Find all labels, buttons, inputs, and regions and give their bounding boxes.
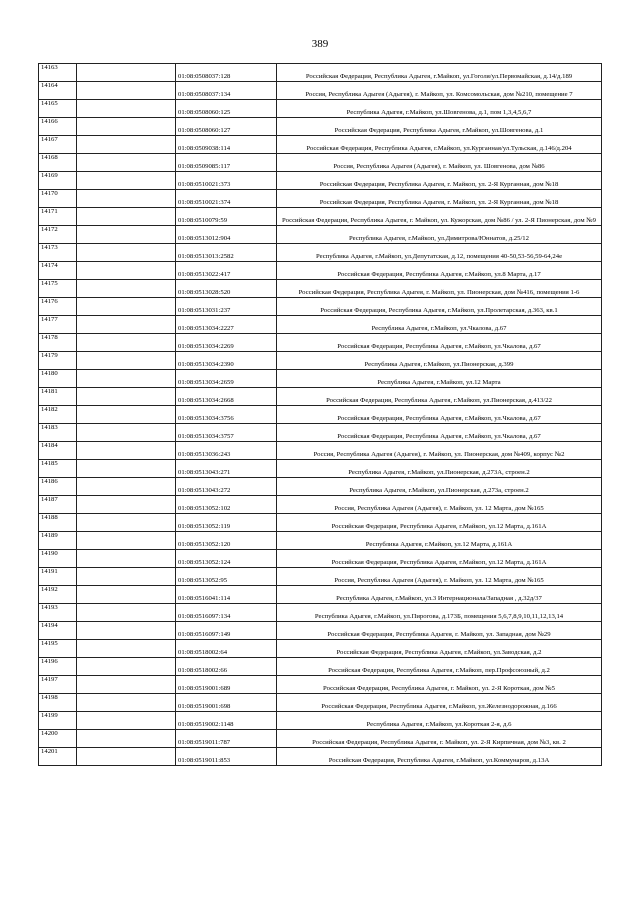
address-cell: Россия, Республика Адыгея (Адыгея), г. Майкоп, ул. Комсомольская, дом №210, помещение 7 [277, 82, 602, 100]
cadastral-number-cell: 01:08:0513043:272 [176, 478, 277, 496]
empty-cell [77, 100, 176, 118]
cadastral-number-cell: 01:08:0513034:2390 [176, 352, 277, 370]
address-cell: Россия, Республика Адыгея (Адыгея), г. Майкоп, ул. Шовгенова, дом №86 [277, 154, 602, 172]
row-number-cell: 14169 [39, 172, 77, 190]
table-row [39, 604, 602, 622]
row-number-cell: 14195 [39, 640, 77, 658]
empty-cell [77, 190, 176, 208]
table-row [39, 226, 602, 244]
row-number-cell: 14192 [39, 586, 77, 604]
cadastral-number-cell: 01:08:0516097:134 [176, 604, 277, 622]
empty-cell [77, 172, 176, 190]
cadastral-number-cell: 01:08:0509085:117 [176, 154, 277, 172]
row-number-cell: 14181 [39, 388, 77, 406]
address-cell: Российская Федерация, Республика Адыгея, г. Майкоп, ул. Кужорская, дом №86 / ул. 2-Я Пионерская, дом №9 [277, 208, 602, 226]
row-number-cell: 14184 [39, 442, 77, 460]
address-cell: Российская Федерация, Республика Адыгея, г. Майкоп, ул. Пионерская, дом №416, помещения 1-6 [277, 280, 602, 298]
empty-cell [77, 406, 176, 424]
address-cell: Российская Федерация, Республика Адыгея, г.Майкоп, пер.Профсоюзный, д.2 [277, 658, 602, 676]
row-number-cell: 14174 [39, 262, 77, 280]
empty-cell [77, 604, 176, 622]
address-cell: Республика Адыгея, г.Майкоп, ул.Димитрова/Юннатов, д.25/12 [277, 226, 602, 244]
row-number-cell: 14199 [39, 712, 77, 730]
table-row [39, 190, 602, 208]
cadastral-number-cell: 01:08:0519011:853 [176, 748, 277, 766]
cadastral-number-cell: 01:08:0510021:374 [176, 190, 277, 208]
table-row [39, 352, 602, 370]
table-row [39, 208, 602, 226]
address-cell: Республика Адыгея, г.Майкоп, ул.Пионерская, д.273А, строен.2 [277, 460, 602, 478]
row-number-cell: 14197 [39, 676, 77, 694]
cadastral-number-cell: 01:08:0513052:102 [176, 496, 277, 514]
table-row [39, 154, 602, 172]
registry-table-body [39, 64, 602, 766]
row-number-cell: 14183 [39, 424, 77, 442]
empty-cell [77, 748, 176, 766]
address-cell: Республика Адыгея, г.Майкоп, ул.3 Интернационала/Западная , д.32д/37 [277, 586, 602, 604]
empty-cell [77, 352, 176, 370]
row-number-cell: 14196 [39, 658, 77, 676]
row-number-cell: 14201 [39, 748, 77, 766]
address-cell: Российская Федерация, Республика Адыгея, г.Майкоп, ул.Железнодорожная, д.166 [277, 694, 602, 712]
empty-cell [77, 514, 176, 532]
row-number-cell: 14167 [39, 136, 77, 154]
table-row [39, 640, 602, 658]
address-cell: Российская Федерация, Республика Адыгея, г.Майкоп, ул.Коммунаров, д.13А [277, 748, 602, 766]
table-row [39, 442, 602, 460]
table-row [39, 478, 602, 496]
table-row [39, 514, 602, 532]
table-row [39, 586, 602, 604]
table-row [39, 298, 602, 316]
address-cell: Российская Федерация, Республика Адыгея, г.Майкоп, ул.Курганная/ул.Тульская, д.146/д.204 [277, 136, 602, 154]
address-cell: Российская Федерация, Республика Адыгея, г.Майкоп, ул.Пролетарская, д.363, кв.1 [277, 298, 602, 316]
cadastral-number-cell: 01:08:0513034:3756 [176, 406, 277, 424]
empty-cell [77, 568, 176, 586]
cadastral-number-cell: 01:08:0513034:2227 [176, 316, 277, 334]
row-number-cell: 14189 [39, 532, 77, 550]
empty-cell [77, 694, 176, 712]
address-cell: Российская Федерация, Республика Адыгея, г. Майкоп, ул. 2-Я Курганная, дом №18 [277, 172, 602, 190]
cadastral-number-cell: 01:08:0513028:520 [176, 280, 277, 298]
table-row [39, 694, 602, 712]
row-number-cell: 14163 [39, 64, 77, 82]
row-number-cell: 14188 [39, 514, 77, 532]
cadastral-number-cell: 01:08:0516041:114 [176, 586, 277, 604]
table-row [39, 82, 602, 100]
row-number-cell: 14168 [39, 154, 77, 172]
table-row [39, 568, 602, 586]
table-row [39, 424, 602, 442]
empty-cell [77, 478, 176, 496]
table-row [39, 550, 602, 568]
address-cell: Россия, Республика Адыгея (Адыгея), г. Майкоп, ул. 12 Марта, дом №165 [277, 496, 602, 514]
row-number-cell: 14171 [39, 208, 77, 226]
row-number-cell: 14187 [39, 496, 77, 514]
cadastral-number-cell: 01:08:0513052:124 [176, 550, 277, 568]
table-row [39, 658, 602, 676]
address-cell: Республика Адыгея, г.Майкоп, ул.Пионерская, д.273а, строен.2 [277, 478, 602, 496]
row-number-cell: 14165 [39, 100, 77, 118]
address-cell: Российская Федерация, Республика Адыгея, г.Майкоп, ул.Пионерская, д.413/22 [277, 388, 602, 406]
address-cell: Российская Федерация, Республика Адыгея, г.Майкоп, ул.Чкалова, д.67 [277, 406, 602, 424]
address-cell: Российская Федерация, Республика Адыгея, г. Майкоп, ул. 2-Я Короткая, дом №5 [277, 676, 602, 694]
table-row [39, 262, 602, 280]
row-number-cell: 14200 [39, 730, 77, 748]
empty-cell [77, 64, 176, 82]
address-cell: Республика Адыгея, г.Майкоп, ул.Депутатская, д.12, помещения 40-50,53-56,59-64,24е [277, 244, 602, 262]
table-row [39, 730, 602, 748]
cadastral-number-cell: 01:08:0516097:149 [176, 622, 277, 640]
cadastral-number-cell: 01:08:0510021:373 [176, 172, 277, 190]
address-cell: Республика Адыгея, г.Майкоп, ул.12 Марта [277, 370, 602, 388]
cadastral-number-cell: 01:08:0513012:904 [176, 226, 277, 244]
row-number-cell: 14193 [39, 604, 77, 622]
address-cell: Российская Федерация, Республика Адыгея, г.Майкоп, ул.Заводская, д.2 [277, 640, 602, 658]
table-row [39, 244, 602, 262]
row-number-cell: 14172 [39, 226, 77, 244]
empty-cell [77, 550, 176, 568]
table-row [39, 460, 602, 478]
row-number-cell: 14190 [39, 550, 77, 568]
cadastral-number-cell: 01:08:0519011:787 [176, 730, 277, 748]
address-cell: Республика Адыгея, г.Майкоп, ул.Пионерская, д.399 [277, 352, 602, 370]
cadastral-number-cell: 01:08:0513052:95 [176, 568, 277, 586]
empty-cell [77, 658, 176, 676]
address-cell: Российская Федерация, Республика Адыгея, г.Майкоп, ул.Шовгенова, д.1 [277, 118, 602, 136]
row-number-cell: 14166 [39, 118, 77, 136]
cadastral-number-cell: 01:08:0509038:114 [176, 136, 277, 154]
cadastral-number-cell: 01:08:0510079:59 [176, 208, 277, 226]
address-cell: Россия, Республика Адыгея (Адыгея), г. Майкоп, ул. 12 Марта, дом №165 [277, 568, 602, 586]
cadastral-number-cell: 01:08:0513052:119 [176, 514, 277, 532]
address-cell: Российская Федерация, Республика Адыгея, г. Майкоп, ул. 2-Я Кирпичная, дом №3, кв. 2 [277, 730, 602, 748]
empty-cell [77, 424, 176, 442]
page-number: 389 [311, 38, 329, 50]
address-cell: Республика Адыгея, г.Майкоп, ул.Чкалова, д.67 [277, 316, 602, 334]
row-number-cell: 14164 [39, 82, 77, 100]
empty-cell [77, 154, 176, 172]
empty-cell [77, 136, 176, 154]
empty-cell [77, 640, 176, 658]
empty-cell [77, 676, 176, 694]
empty-cell [77, 586, 176, 604]
table-row [39, 676, 602, 694]
table-row [39, 172, 602, 190]
empty-cell [77, 298, 176, 316]
cadastral-number-cell: 01:08:0508060:125 [176, 100, 277, 118]
row-number-cell: 14185 [39, 460, 77, 478]
table-row [39, 532, 602, 550]
address-cell: Российская Федерация, Республика Адыгея, г. Майкоп, ул. Западная, дом №29 [277, 622, 602, 640]
address-cell: Российская Федерация, Республика Адыгея, г.Майкоп, ул.8 Марта, д.17 [277, 262, 602, 280]
table-row [39, 100, 602, 118]
address-cell: Российская Федерация, Республика Адыгея, г.Майкоп, ул.12 Марта, д.161А [277, 550, 602, 568]
empty-cell [77, 226, 176, 244]
row-number-cell: 14170 [39, 190, 77, 208]
row-number-cell: 14173 [39, 244, 77, 262]
table-row [39, 496, 602, 514]
row-number-cell: 14176 [39, 298, 77, 316]
cadastral-number-cell: 01:08:0519001:689 [176, 676, 277, 694]
table-row [39, 136, 602, 154]
address-cell: Республика Адыгея, г.Майкоп, ул.Короткая 2-я, д.6 [277, 712, 602, 730]
empty-cell [77, 712, 176, 730]
address-cell: Республика Адыгея, г.Майкоп, ул.Пирогова, д.173Б, помещения 5,6,7,8,9,10,11,12,13,14 [277, 604, 602, 622]
registry-table [38, 63, 602, 766]
cadastral-number-cell: 01:08:0513031:237 [176, 298, 277, 316]
empty-cell [77, 496, 176, 514]
table-row [39, 64, 602, 82]
row-number-cell: 14177 [39, 316, 77, 334]
row-number-cell: 14179 [39, 352, 77, 370]
cadastral-number-cell: 01:08:0519001:698 [176, 694, 277, 712]
empty-cell [77, 442, 176, 460]
cadastral-number-cell: 01:08:0508060:127 [176, 118, 277, 136]
cadastral-number-cell: 01:08:0513022:417 [176, 262, 277, 280]
cadastral-number-cell: 01:08:0508037:134 [176, 82, 277, 100]
table-row [39, 406, 602, 424]
address-cell: Российская Федерация, Республика Адыгея, г.Майкоп, ул.Чкалова, д.67 [277, 334, 602, 352]
table-row [39, 388, 602, 406]
row-number-cell: 14182 [39, 406, 77, 424]
table-row [39, 280, 602, 298]
empty-cell [77, 334, 176, 352]
cadastral-number-cell: 01:08:0518002:66 [176, 658, 277, 676]
cadastral-number-cell: 01:08:0513034:3757 [176, 424, 277, 442]
cadastral-number-cell: 01:08:0519002:1148 [176, 712, 277, 730]
cadastral-number-cell: 01:08:0513034:2269 [176, 334, 277, 352]
empty-cell [77, 622, 176, 640]
row-number-cell: 14198 [39, 694, 77, 712]
empty-cell [77, 280, 176, 298]
cadastral-number-cell: 01:08:0513034:2668 [176, 388, 277, 406]
row-number-cell: 14191 [39, 568, 77, 586]
empty-cell [77, 118, 176, 136]
address-cell: Российская Федерация, Республика Адыгея, г.Майкоп, ул.Гоголя/ул.Первомайская, д.14/д.189 [277, 64, 602, 82]
empty-cell [77, 730, 176, 748]
row-number-cell: 14180 [39, 370, 77, 388]
address-cell: Россия, Республика Адыгея (Адыгея), г. Майкоп, ул. Пионерская, дом №409, корпус №2 [277, 442, 602, 460]
address-cell: Российская Федерация, Республика Адыгея, г.Майкоп, ул.12 Марта, д.161А [277, 514, 602, 532]
empty-cell [77, 460, 176, 478]
row-number-cell: 14178 [39, 334, 77, 352]
empty-cell [77, 244, 176, 262]
address-cell: Республика Адыгея, г.Майкоп, ул.Шовгенова, д.1, пом 1,3,4,5,6,7 [277, 100, 602, 118]
address-cell: Республика Адыгея, г.Майкоп, ул.12 Марта, д.161А [277, 532, 602, 550]
cadastral-number-cell: 01:08:0513043:271 [176, 460, 277, 478]
table-row [39, 316, 602, 334]
table-row [39, 622, 602, 640]
empty-cell [77, 370, 176, 388]
table-row [39, 334, 602, 352]
cadastral-number-cell: 01:08:0518002:64 [176, 640, 277, 658]
cadastral-number-cell: 01:08:0513036:243 [176, 442, 277, 460]
cadastral-number-cell: 01:08:0513034:2659 [176, 370, 277, 388]
table-row [39, 748, 602, 766]
cadastral-number-cell: 01:08:0513013:2582 [176, 244, 277, 262]
table-row [39, 712, 602, 730]
empty-cell [77, 262, 176, 280]
row-number-cell: 14194 [39, 622, 77, 640]
table-row [39, 370, 602, 388]
empty-cell [77, 82, 176, 100]
row-number-cell: 14175 [39, 280, 77, 298]
address-cell: Российская Федерация, Республика Адыгея, г.Майкоп, ул.Чкалова, д.67 [277, 424, 602, 442]
empty-cell [77, 316, 176, 334]
row-number-cell: 14186 [39, 478, 77, 496]
empty-cell [77, 388, 176, 406]
empty-cell [77, 208, 176, 226]
cadastral-number-cell: 01:08:0508037:128 [176, 64, 277, 82]
empty-cell [77, 532, 176, 550]
address-cell: Российская Федерация, Республика Адыгея, г. Майкоп, ул. 2-Я Курганная, дом №18 [277, 190, 602, 208]
table-row [39, 118, 602, 136]
cadastral-number-cell: 01:08:0513052:120 [176, 532, 277, 550]
